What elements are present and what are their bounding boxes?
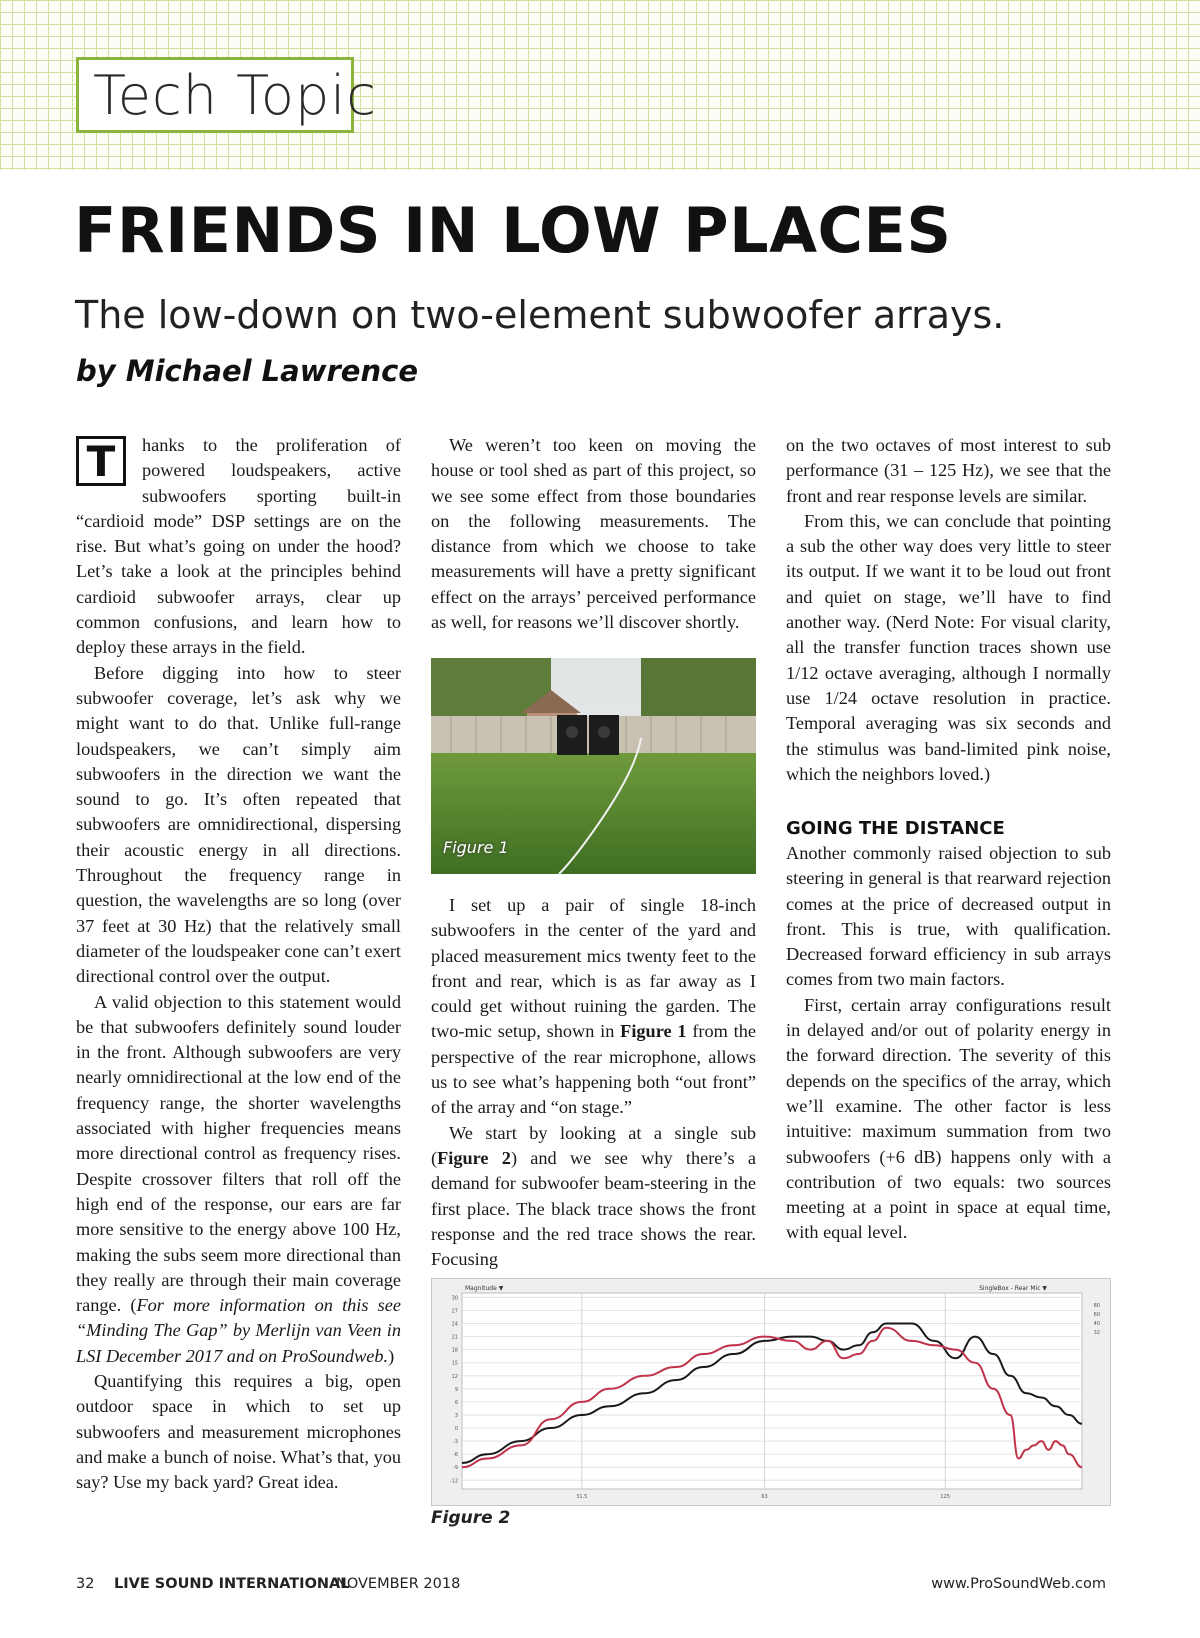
figure-1-reference: Figure 1 bbox=[620, 1021, 687, 1042]
text-column-2-continued bbox=[431, 893, 756, 1272]
legend-value: 60 bbox=[1093, 1312, 1100, 1318]
y-tick-label: 27 bbox=[451, 1308, 458, 1315]
paragraph bbox=[431, 1121, 756, 1273]
y-tick-label: 30 bbox=[451, 1295, 458, 1302]
section-heading: GOING THE DISTANCE bbox=[786, 818, 1005, 839]
magazine-name: LIVE SOUND INTERNATIONAL bbox=[114, 1576, 350, 1592]
text-column-1 bbox=[76, 433, 401, 1495]
chart-title[interactable]: Magnitude ▼ bbox=[465, 1285, 504, 1292]
paragraph-text: ) and we see why there’s a demand for subwoofer beam-steering in the first place. The black trace shows the front response and the red trace shows the rear. Focusing bbox=[431, 1147, 756, 1270]
text-column-3 bbox=[786, 433, 1111, 787]
paragraph: We weren’t too keen on moving the house or tool shed as part of this project, so we see some effect from those boundaries on the following measurements. The distance from which we choose to take measurements will have a pretty significant effect on the arrays’ perceived performance as well, for reasons we’ll discover shortly. bbox=[431, 435, 756, 633]
y-tick-label: 21 bbox=[451, 1334, 458, 1341]
figure-1-caption: Figure 1 bbox=[443, 838, 509, 857]
section-tag-label: Tech Topic bbox=[93, 64, 377, 127]
y-tick-label: 0 bbox=[454, 1426, 458, 1433]
figure-2-reference: Figure 2 bbox=[437, 1147, 511, 1168]
y-tick-label: -6 bbox=[453, 1452, 458, 1459]
y-tick-label: 24 bbox=[451, 1321, 458, 1328]
paragraph-text: ) bbox=[388, 1345, 395, 1366]
page-number: 32 bbox=[76, 1576, 95, 1592]
issue-date: NOVEMBER 2018 bbox=[336, 1576, 461, 1592]
page-footer bbox=[76, 1576, 1106, 1598]
paragraph: From this, we can conclude that pointing a sub the other way does very little to steer its output. If we want it to be loud out front and quiet on stage, we’ll have to find another way. (Nerd Note: For visual clarity, all the transfer function traces shown use 1/12 octave averaging, although I normally use 1/24 octave resolution in practice. Temporal averaging was six seconds and the stimulus was band-limited pink noise, which the neighbors loved.) bbox=[786, 510, 1111, 784]
drop-cap: T bbox=[76, 436, 126, 486]
paragraph: Quantifying this requires a big, open outdoor space in which to set up subwoofers and measurement microphones and make a bunch of noise. What’s that, you say? Use my back yard? Great idea. bbox=[76, 1370, 401, 1493]
chart-legend-label[interactable]: SingleBox - Rear Mic ▼ bbox=[979, 1285, 1047, 1292]
legend-value: 40 bbox=[1093, 1321, 1100, 1327]
y-tick-label: 12 bbox=[451, 1373, 458, 1380]
paragraph bbox=[76, 990, 401, 1369]
y-tick-label: 6 bbox=[454, 1399, 458, 1406]
x-tick-label: 125 bbox=[940, 1494, 950, 1500]
paragraph-text: We start by looking at a single sub ( bbox=[431, 1122, 756, 1168]
x-tick-label: 63 bbox=[761, 1494, 768, 1500]
y-tick-label: -3 bbox=[453, 1439, 458, 1446]
paragraph: Another commonly raised objection to sub steering in general is that rearward rejection comes at the price of decreased output in front. This is true, with qualification. Decreased forward efficiency in sub arrays comes from two main factors. bbox=[786, 843, 1111, 990]
paragraph: Before digging into how to steer subwoofer coverage, let’s ask why we might want to do that. Unlike full-range loudspeakers, we can’t simply aim subwoofers in the direction we want the sound to go. It’s often repeated that subwoofers are omnidirectional, dispersing their acoustic energy in all directions. Throughout the frequency range in question, the wavelengths are so long (over 37 feet at 30 Hz) that the relatively small diameter of the loudspeaker cone can’t exert directional control over the output. bbox=[76, 662, 401, 987]
figure-2-chart bbox=[431, 1278, 1111, 1506]
frequency-response-chart bbox=[432, 1279, 1112, 1507]
paragraph-text: A valid objection to this statement would be that subwoofers definitely sound louder in the front. Although subwoofers are very nearly omnidirectional at the low end of the frequency range, the shorter wavelengths associated with higher frequencies means more directional control as frequency rises. Despite crossover filters that roll off the high end of the response, our ears are far more sensitive to the energy above 100 Hz, making the subs seem more directional than they really are through their main coverage range. ( bbox=[76, 991, 401, 1316]
legend-value: 32 bbox=[1093, 1330, 1100, 1336]
article-title: FRIENDS IN LOW PLACES bbox=[74, 194, 952, 267]
article-subtitle: The low-down on two-element subwoofer arrays. bbox=[75, 293, 1005, 337]
y-tick-label: -9 bbox=[453, 1465, 458, 1472]
website-url[interactable]: www.ProSoundWeb.com bbox=[931, 1576, 1106, 1592]
text-column-2 bbox=[431, 433, 756, 635]
section-tag bbox=[76, 57, 377, 133]
paragraph-text: from the perspective of the rear microphone, allows us to see what’s happening both “out front” of the array and “on stage.” bbox=[431, 1021, 756, 1118]
paragraph-text: I set up a pair of single 18-inch subwoofers in the center of the yard and placed measurement mics twenty feet to the front and rear, which is as far away as I could get without ruining the garden. The two-mic setup, shown in bbox=[431, 895, 756, 1042]
paragraph bbox=[76, 433, 401, 661]
plot-area bbox=[462, 1293, 1082, 1489]
y-tick-label: 18 bbox=[451, 1347, 458, 1354]
y-tick-label: 15 bbox=[451, 1360, 458, 1367]
paragraph-italic-text: For more information on this see “Minding The Gap” by Merlijn van Veen in LSI December 2017 and on ProSoundweb. bbox=[76, 1295, 401, 1366]
text-column-3-continued bbox=[786, 816, 1111, 1246]
article-byline: by Michael Lawrence bbox=[76, 354, 418, 388]
x-tick-label: 31.5 bbox=[576, 1494, 588, 1500]
paragraph-text: hanks to the proliferation of powered loudspeakers, active subwoofers sporting built-in “cardioid mode” DSP settings are on the rise. But what’s going on under the hood? Let’s take a look at the principles behind cardioid subwoofer arrays, clear up common confusions, and learn how to deploy these arrays in the field. bbox=[76, 435, 401, 658]
paragraph bbox=[431, 893, 756, 1121]
y-tick-label: -12 bbox=[449, 1478, 458, 1485]
legend-value: 80 bbox=[1093, 1303, 1100, 1309]
y-tick-label: 3 bbox=[454, 1412, 458, 1419]
paragraph: on the two octaves of most interest to sub performance (31 – 125 Hz), we see that the front and rear response levels are similar. bbox=[786, 435, 1111, 506]
y-tick-label: 9 bbox=[454, 1386, 458, 1393]
paragraph: First, certain array configurations result in delayed and/or out of polarity energy in the forward direction. The severity of this depends on the specifics of the array, which we’ll examine. The other factor is less intuitive: maximum summation from two subwoofers (+6 dB) happens only with a contribution of two equals: two sources meeting at a point in space at equal time, with equal level. bbox=[786, 994, 1111, 1243]
figure-2-caption: Figure 2 bbox=[431, 1508, 511, 1528]
